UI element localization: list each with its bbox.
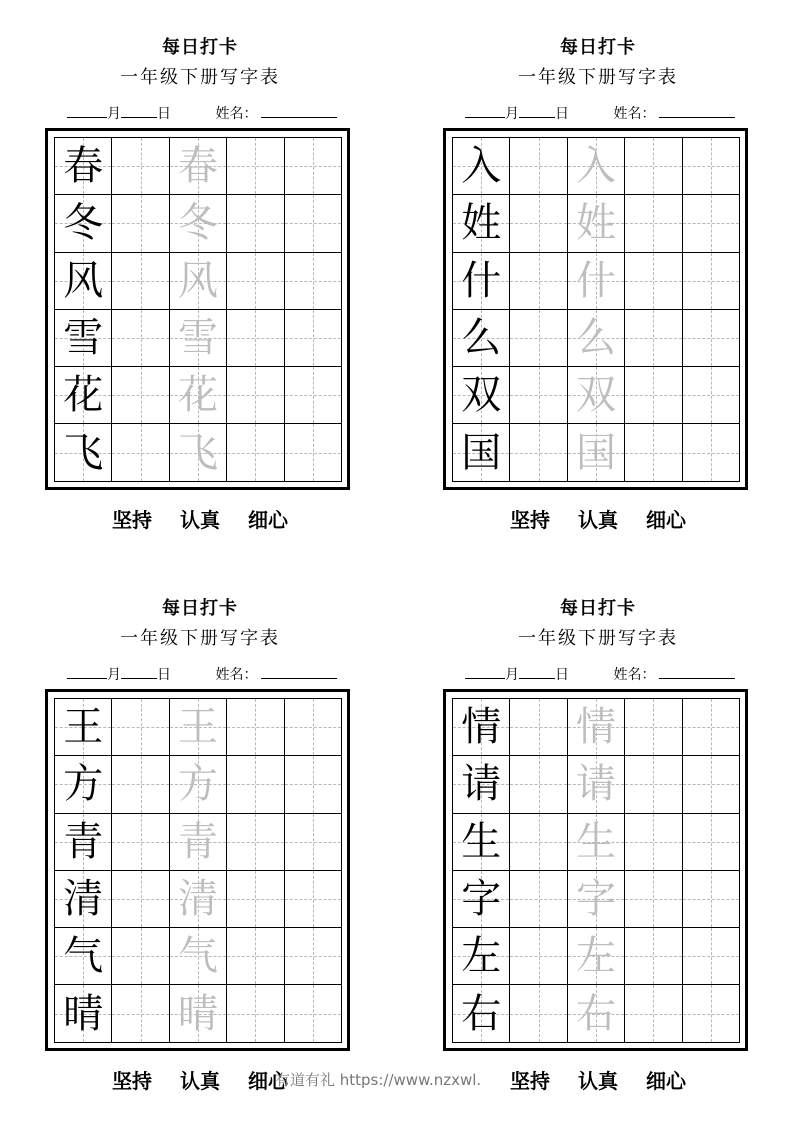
- trace-character: 入: [575, 143, 616, 190]
- trace-character: 么: [575, 315, 616, 362]
- writing-cell[interactable]: [112, 814, 169, 871]
- writing-cell[interactable]: [510, 310, 567, 367]
- writing-cell[interactable]: [285, 195, 342, 252]
- model-character: 飞: [63, 429, 104, 476]
- motto-careful: 细心: [646, 508, 686, 532]
- day-label: 日: [555, 106, 569, 122]
- writing-cell[interactable]: [227, 138, 284, 195]
- day-blank[interactable]: [519, 664, 555, 679]
- writing-cell[interactable]: [625, 871, 682, 928]
- writing-cell[interactable]: [683, 985, 740, 1042]
- writing-cell[interactable]: [285, 814, 342, 871]
- day-label: 日: [555, 667, 569, 683]
- writing-cell[interactable]: [510, 814, 567, 871]
- trace-character: 双: [575, 372, 616, 419]
- writing-cell[interactable]: [625, 814, 682, 871]
- card-subtitle: 一年级下册写字表: [518, 67, 678, 88]
- trace-character: 姓: [575, 200, 616, 247]
- card-subtitle: 一年级下册写字表: [120, 67, 280, 88]
- month-blank[interactable]: [67, 664, 107, 679]
- writing-cell[interactable]: [170, 871, 227, 928]
- writing-cell[interactable]: [510, 928, 567, 985]
- motto-careful: 细心: [248, 1069, 288, 1093]
- writing-cell[interactable]: [625, 195, 682, 252]
- writing-cell[interactable]: [227, 814, 284, 871]
- model-character: 字: [461, 876, 502, 923]
- model-character: 冬: [63, 200, 104, 247]
- writing-cell[interactable]: [170, 253, 227, 310]
- writing-cell[interactable]: [625, 310, 682, 367]
- name-label: 姓名：: [613, 106, 656, 122]
- grid-row: [55, 195, 342, 252]
- writing-cell[interactable]: [510, 138, 567, 195]
- writing-cell[interactable]: [568, 424, 625, 481]
- card-title: 每日打卡: [162, 598, 238, 619]
- model-character: 左: [461, 933, 502, 980]
- writing-cell[interactable]: [285, 424, 342, 481]
- writing-cell[interactable]: [227, 367, 284, 424]
- writing-cell: [453, 699, 510, 756]
- writing-cell[interactable]: [170, 367, 227, 424]
- day-label: 日: [157, 106, 171, 122]
- writing-cell[interactable]: [683, 928, 740, 985]
- writing-cell: [453, 871, 510, 928]
- model-character: 清: [63, 876, 104, 923]
- model-character: 入: [461, 143, 502, 190]
- writing-cell: [453, 367, 510, 424]
- writing-cell[interactable]: [227, 699, 284, 756]
- motto-persist: 坚持: [112, 508, 152, 532]
- trace-character: 右: [575, 990, 616, 1037]
- writing-cell[interactable]: [683, 756, 740, 813]
- watermark: 有道有礼 https://www.nzxwl.: [275, 1071, 482, 1089]
- writing-cell[interactable]: [112, 367, 169, 424]
- grid-row: [55, 985, 342, 1042]
- writing-cell[interactable]: [568, 138, 625, 195]
- month-label: 月: [107, 106, 121, 122]
- grid-row: [55, 424, 342, 481]
- tian-grid: [452, 698, 740, 1043]
- grid-row: [453, 310, 740, 367]
- model-character: 方: [63, 761, 104, 808]
- model-character: 风: [63, 257, 104, 304]
- writing-cell[interactable]: [285, 985, 342, 1042]
- name-blank[interactable]: [659, 664, 735, 679]
- writing-cell[interactable]: [170, 310, 227, 367]
- grid-row: [55, 138, 342, 195]
- writing-cell: [453, 928, 510, 985]
- model-character: 国: [461, 429, 502, 476]
- month-label: 月: [107, 667, 121, 683]
- model-character: 么: [461, 315, 502, 362]
- writing-cell[interactable]: [568, 367, 625, 424]
- model-character: 生: [461, 818, 502, 865]
- model-character: 气: [63, 933, 104, 980]
- motto-earnest: 认真: [180, 1069, 220, 1093]
- writing-cell[interactable]: [683, 871, 740, 928]
- writing-cell: [453, 985, 510, 1042]
- writing-cell[interactable]: [625, 138, 682, 195]
- trace-character: 青: [177, 818, 218, 865]
- writing-cell[interactable]: [112, 699, 169, 756]
- model-character: 姓: [461, 200, 502, 247]
- practice-card: [443, 561, 753, 1122]
- writing-cell: [55, 985, 112, 1042]
- writing-cell: [55, 367, 112, 424]
- writing-cell[interactable]: [568, 871, 625, 928]
- writing-cell[interactable]: [568, 195, 625, 252]
- writing-cell: [55, 814, 112, 871]
- trace-character: 飞: [177, 429, 218, 476]
- motto: [45, 504, 355, 533]
- trace-character: 请: [575, 761, 616, 808]
- writing-cell: [453, 195, 510, 252]
- writing-cell[interactable]: [112, 253, 169, 310]
- writing-cell[interactable]: [568, 253, 625, 310]
- writing-cell: [55, 699, 112, 756]
- writing-cell: [453, 424, 510, 481]
- model-character: 右: [461, 990, 502, 1037]
- motto-persist: 坚持: [112, 1069, 152, 1093]
- month-blank[interactable]: [67, 103, 107, 118]
- trace-character: 清: [177, 876, 218, 923]
- writing-cell[interactable]: [227, 253, 284, 310]
- trace-character: 风: [177, 257, 218, 304]
- month-blank[interactable]: [465, 103, 505, 118]
- writing-cell[interactable]: [568, 756, 625, 813]
- writing-cell[interactable]: [227, 310, 284, 367]
- motto: [443, 1065, 753, 1094]
- name-label: 姓名：: [215, 667, 258, 683]
- trace-character: 左: [575, 933, 616, 980]
- grid-row: [55, 310, 342, 367]
- grid-row: [453, 756, 740, 813]
- date-name-line: [465, 664, 735, 684]
- writing-cell: [453, 253, 510, 310]
- writing-cell[interactable]: [170, 138, 227, 195]
- name-label: 姓名：: [613, 667, 656, 683]
- motto-earnest: 认真: [180, 508, 220, 532]
- model-character: 什: [461, 257, 502, 304]
- writing-cell: [55, 310, 112, 367]
- writing-cell: [55, 253, 112, 310]
- name-label: 姓名：: [215, 106, 258, 122]
- writing-cell[interactable]: [683, 814, 740, 871]
- writing-cell: [453, 814, 510, 871]
- grid-row: [453, 699, 740, 756]
- writing-cell[interactable]: [227, 424, 284, 481]
- writing-cell[interactable]: [170, 195, 227, 252]
- motto-persist: 坚持: [510, 508, 550, 532]
- writing-cell[interactable]: [683, 699, 740, 756]
- writing-cell[interactable]: [568, 928, 625, 985]
- month-label: 月: [505, 667, 519, 683]
- model-character: 请: [461, 761, 502, 808]
- model-character: 双: [461, 372, 502, 419]
- writing-cell[interactable]: [285, 756, 342, 813]
- writing-cell[interactable]: [285, 253, 342, 310]
- writing-cell[interactable]: [625, 367, 682, 424]
- writing-cell[interactable]: [285, 310, 342, 367]
- writing-cell[interactable]: [227, 195, 284, 252]
- day-blank[interactable]: [519, 103, 555, 118]
- writing-cell[interactable]: [625, 424, 682, 481]
- writing-cell[interactable]: [112, 756, 169, 813]
- writing-cell[interactable]: [568, 310, 625, 367]
- writing-cell[interactable]: [285, 138, 342, 195]
- writing-cell[interactable]: [170, 424, 227, 481]
- writing-cell: [55, 928, 112, 985]
- practice-card: [443, 0, 753, 561]
- writing-cell[interactable]: [510, 195, 567, 252]
- writing-cell[interactable]: [510, 871, 567, 928]
- name-blank[interactable]: [659, 103, 735, 118]
- writing-cell: [453, 138, 510, 195]
- grid-row: [453, 253, 740, 310]
- day-label: 日: [157, 667, 171, 683]
- card-title: 每日打卡: [560, 598, 636, 619]
- writing-cell[interactable]: [285, 367, 342, 424]
- writing-cell[interactable]: [683, 253, 740, 310]
- name-blank[interactable]: [261, 664, 337, 679]
- writing-cell[interactable]: [227, 928, 284, 985]
- writing-cell[interactable]: [683, 367, 740, 424]
- trace-character: 花: [177, 372, 218, 419]
- writing-cell[interactable]: [227, 756, 284, 813]
- model-character: 王: [63, 704, 104, 751]
- writing-cell: [55, 424, 112, 481]
- model-character: 情: [461, 704, 502, 751]
- writing-cell[interactable]: [683, 195, 740, 252]
- practice-card: [45, 0, 355, 561]
- writing-cell: [55, 195, 112, 252]
- card-title: 每日打卡: [560, 37, 636, 58]
- trace-character: 国: [575, 429, 616, 476]
- writing-cell[interactable]: [510, 424, 567, 481]
- model-character: 春: [63, 143, 104, 190]
- writing-cell[interactable]: [112, 310, 169, 367]
- grid-row: [453, 928, 740, 985]
- writing-cell[interactable]: [112, 138, 169, 195]
- writing-cell[interactable]: [625, 985, 682, 1042]
- trace-character: 王: [177, 704, 218, 751]
- trace-character: 晴: [177, 990, 218, 1037]
- tian-grid: [54, 698, 342, 1043]
- grid-row: [55, 871, 342, 928]
- writing-cell[interactable]: [112, 985, 169, 1042]
- grid-row: [453, 985, 740, 1042]
- card-title: 每日打卡: [162, 37, 238, 58]
- grid-row: [55, 814, 342, 871]
- month-label: 月: [505, 106, 519, 122]
- writing-cell[interactable]: [112, 928, 169, 985]
- month-blank[interactable]: [465, 664, 505, 679]
- grid-row: [453, 195, 740, 252]
- trace-character: 情: [575, 704, 616, 751]
- writing-cell: [55, 138, 112, 195]
- writing-cell[interactable]: [285, 699, 342, 756]
- motto-earnest: 认真: [578, 508, 618, 532]
- grid-row: [453, 871, 740, 928]
- writing-cell[interactable]: [285, 928, 342, 985]
- model-character: 雪: [63, 315, 104, 362]
- writing-cell[interactable]: [285, 871, 342, 928]
- writing-cell[interactable]: [683, 310, 740, 367]
- grid-row: [55, 756, 342, 813]
- grid-row: [453, 138, 740, 195]
- grid-row: [453, 424, 740, 481]
- motto-persist: 坚持: [510, 1069, 550, 1093]
- model-character: 晴: [63, 990, 104, 1037]
- grid-row: [55, 699, 342, 756]
- writing-cell[interactable]: [568, 814, 625, 871]
- tian-grid: [452, 137, 740, 482]
- trace-character: 什: [575, 257, 616, 304]
- name-blank[interactable]: [261, 103, 337, 118]
- writing-cell[interactable]: [510, 253, 567, 310]
- grid-row: [453, 367, 740, 424]
- motto-careful: 细心: [646, 1069, 686, 1093]
- writing-cell[interactable]: [510, 756, 567, 813]
- grid-row: [55, 367, 342, 424]
- date-name-line: [67, 103, 337, 123]
- motto-earnest: 认真: [578, 1069, 618, 1093]
- writing-cell: [453, 310, 510, 367]
- writing-cell[interactable]: [683, 138, 740, 195]
- writing-cell[interactable]: [170, 756, 227, 813]
- writing-cell[interactable]: [625, 699, 682, 756]
- writing-cell[interactable]: [112, 424, 169, 481]
- writing-cell[interactable]: [568, 985, 625, 1042]
- day-blank[interactable]: [121, 103, 157, 118]
- grid-row: [55, 253, 342, 310]
- writing-cell[interactable]: [625, 756, 682, 813]
- model-character: 花: [63, 372, 104, 419]
- writing-cell[interactable]: [170, 814, 227, 871]
- date-name-line: [67, 664, 337, 684]
- writing-cell[interactable]: [227, 871, 284, 928]
- motto-careful: 细心: [248, 508, 288, 532]
- writing-cell[interactable]: [625, 253, 682, 310]
- trace-character: 冬: [177, 200, 218, 247]
- writing-cell[interactable]: [510, 699, 567, 756]
- writing-cell[interactable]: [170, 928, 227, 985]
- trace-character: 字: [575, 876, 616, 923]
- writing-cell[interactable]: [683, 424, 740, 481]
- practice-card: [45, 561, 355, 1122]
- writing-cell[interactable]: [112, 195, 169, 252]
- trace-character: 雪: [177, 315, 218, 362]
- writing-cell[interactable]: [112, 871, 169, 928]
- model-character: 青: [63, 818, 104, 865]
- card-subtitle: 一年级下册写字表: [120, 628, 280, 649]
- grid-row: [55, 928, 342, 985]
- trace-character: 气: [177, 933, 218, 980]
- grid-row: [453, 814, 740, 871]
- trace-character: 方: [177, 761, 218, 808]
- writing-cell: [55, 871, 112, 928]
- writing-cell[interactable]: [568, 699, 625, 756]
- tian-grid: [54, 137, 342, 482]
- writing-cell[interactable]: [625, 928, 682, 985]
- trace-character: 生: [575, 818, 616, 865]
- date-name-line: [465, 103, 735, 123]
- writing-cell: [453, 756, 510, 813]
- card-subtitle: 一年级下册写字表: [518, 628, 678, 649]
- trace-character: 春: [177, 143, 218, 190]
- writing-cell[interactable]: [510, 367, 567, 424]
- writing-cell[interactable]: [170, 699, 227, 756]
- writing-cell[interactable]: [227, 985, 284, 1042]
- writing-cell[interactable]: [510, 985, 567, 1042]
- day-blank[interactable]: [121, 664, 157, 679]
- writing-cell: [55, 756, 112, 813]
- motto: [443, 504, 753, 533]
- writing-cell[interactable]: [170, 985, 227, 1042]
